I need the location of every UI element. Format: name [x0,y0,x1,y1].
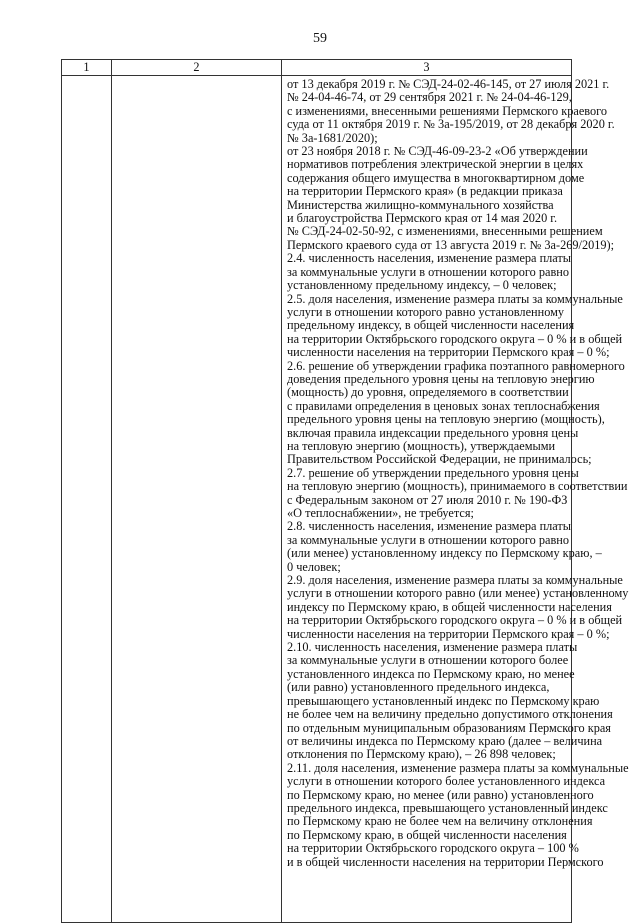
column-2-cell [112,76,282,923]
text-line: № СЭД-24-02-50-92, с изменениями, внесенными решением [287,224,603,239]
text-line: отклонения по Пермскому краю), – 26 898 человек; [287,747,556,762]
text-line: установленному предельному индексу, – 0 человек; [287,278,557,293]
text-line: Правительством Российской Федерации, не принималось; [287,452,592,467]
page-number: 59 [313,31,327,46]
column-1-cell [62,76,112,923]
text-line: 2.11. доля населения, изменение размера платы за коммунальные [287,760,629,775]
text-line: нормативов потребления электрической энергии в целях [287,157,584,172]
text-line: № 24-04-46-74, от 29 сентября 2021 г. № 24-04-46-129, [287,90,572,105]
text-line: № 3а-1681/2020); [287,130,378,145]
text-line: 2.4. численность населения, изменение размера платы [287,251,572,266]
text-line: «О теплоснабжении», не требуется; [287,506,474,520]
column-3-cell [282,76,629,923]
text-line: включая правила индексации предельного уровня цены [287,425,579,440]
table-row [62,76,572,923]
table-header-row [62,60,572,76]
text-line: услуги в отношении которого равно (или менее) установленному [287,586,629,601]
text-line: услуги в отношении которого равно установленному [287,304,565,319]
text-line: от величины индекса по Пермскому краю (далее – величина [287,733,603,748]
text-line: на территории Октябрьского городского округа – 0 % и в общей [287,331,623,346]
text-line: за коммунальные услуги в отношении которого равно [287,532,570,547]
text-line: и в общей численности населения на территории Пермского [287,854,604,869]
text-line: Пермского краевого суда от 13 августа 2019 г. № 3а-269/2019); [287,237,615,252]
text-line: содержания общего имущества в многоквартирном доме [287,170,585,185]
column-3-text [282,76,629,869]
text-line: с правилами определения в ценовых зонах теплоснабжения [287,398,600,413]
text-line: предельного уровня цены на тепловую энергию (мощность), [287,412,605,427]
text-line: и благоустройства Пермского края от 14 мая 2020 г. [287,211,558,226]
text-line: 2.6. решение об утверждении графика поэтапного равномерного [287,358,625,373]
text-line: предельного индекса, превышающего установленный индекс [287,800,608,815]
column-header-1: 1 [62,60,112,76]
text-line: по Пермскому краю не более чем на величину отклонения [287,814,593,829]
text-line: с изменениями, внесенными решениями Пермского краевого [287,103,608,118]
text-line: численности населения на территории Пермского края – 0 %; [287,626,610,641]
document-table [61,59,629,923]
text-line: на тепловую энергию (мощность), принимаемого в соответствии [287,479,628,494]
text-line: доведения предельного уровня цены на тепловую энергию [287,371,595,386]
text-line: 2.9. доля населения, изменение размера платы за коммунальные [287,573,623,588]
text-line: (мощность) до уровня, определяемого в соответствии [287,385,569,400]
text-line: за коммунальные услуги в отношении которого равно [287,264,570,279]
text-line: 2.7. решение об утверждении предельного уровня цены [287,465,579,480]
text-line: 2.10. численность населения, изменение размера платы [287,640,578,655]
column-header-3: 3 [282,60,572,76]
text-line: от 13 декабря 2019 г. № СЭД-24-02-46-145, от 27 июля 2021 г. [287,77,610,91]
text-line: на тепловую энергию (мощность), утверждаемыми [287,438,556,453]
text-line: не более чем на величину предельно допустимого отклонения [287,707,613,722]
text-line: по Пермскому краю, в общей численности населения [287,827,567,842]
text-line: на территории Пермского края» (в редакции приказа [287,184,563,199]
text-line: по Пермскому краю, но менее (или равно) установленного [287,787,594,802]
text-line: индексу по Пермскому краю, в общей численности населения [287,599,612,614]
text-line: превышающего установленный индекс по Пермскому краю [287,693,600,708]
text-line: по отдельным муниципальным образованиям Пермского края [287,720,611,735]
text-line: предельному индексу, в общей численности населения [287,318,575,333]
text-line: 2.8. численность населения, изменение размера платы [287,519,572,534]
text-line: Министерства жилищно-коммунального хозяйства [287,197,554,212]
text-line: 2.5. доля населения, изменение размера платы за коммунальные [287,291,623,306]
text-line: (или менее) установленному индексу по Пермскому краю, – [287,546,602,561]
text-line: установленного индекса по Пермскому краю, но менее [287,666,575,681]
text-line: суда от 11 октября 2019 г. № 3а-195/2019, от 28 декабря 2020 г. [287,117,615,132]
text-line: с Федеральным законом от 27 июля 2010 г. № 190-ФЗ [287,492,568,507]
text-line: услуги в отношении которого более установленного индекса [287,774,606,789]
text-line: на территории Октябрьского городского округа – 0 % и в общей [287,613,623,628]
text-line: численности населения на территории Пермского края – 0 %; [287,345,610,360]
text-line: на территории Октябрьского городского округа – 100 % [287,841,579,856]
text-line: за коммунальные услуги в отношении которого более [287,653,569,668]
text-line: (или равно) установленного предельного индекса, [287,680,550,695]
text-line: 0 человек; [287,559,341,574]
column-header-2: 2 [112,60,282,76]
text-line: от 23 ноября 2018 г. № СЭД-46-09-23-2 «Об утверждении [287,144,588,159]
